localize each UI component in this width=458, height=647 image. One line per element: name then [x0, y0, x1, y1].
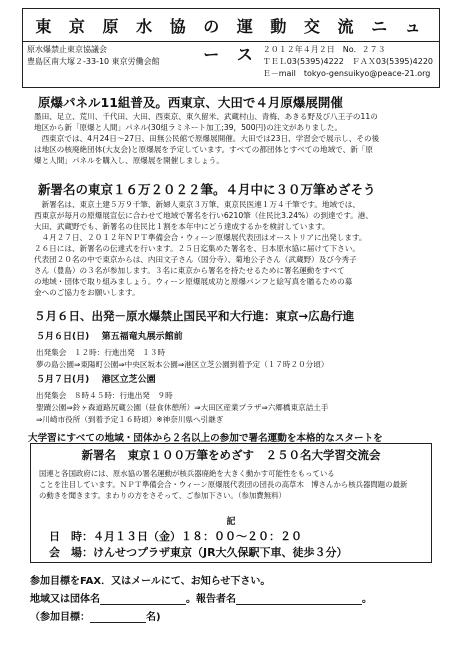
march-day1-route: 夢の島公園⇒東陽町公園⇒中央区坂本公園⇒港区立芝公園到着予定（１７時２０分頃） [36, 360, 329, 369]
article3-headline: ５月６日、出発－原水爆禁止国民平和大行進：東京→広島行進 [34, 309, 355, 323]
article1-line: 爆と人間」パネルを購入し、原爆展を開催しましょう。 [34, 156, 224, 165]
article2-line: ４月２７日、２０１２年ＮＰＴ準備会合・ウィーン原爆展代表団はオーストリアに出発します。 [34, 233, 367, 242]
march-day2-schedule: 出発集会 ８時４５時：行進出発 ９時 [36, 391, 173, 400]
newsletter-title: 東 京 原 水 協 の 運 動 交 流 ニ ュ ー ス [23, 13, 439, 42]
meeting-datetime: 日 時：４月１３日（金）１８：００～２０：２０ [49, 530, 302, 543]
article2-line: 代表団２０名の中で東京からは、内田文子さん（国分寺）、菊地公子さん（武蔵野）及び今秀子 [34, 255, 357, 264]
article1-body [34, 111, 434, 166]
study-meeting-box [30, 443, 432, 563]
org-name: 原水爆禁止東京協議会 [27, 45, 107, 54]
march-day2-date: ５月７日(月) [36, 375, 90, 385]
article2-line: 金へのご協力をお願いします。 [34, 288, 140, 297]
study-meeting-description [39, 468, 425, 501]
article2-headline: 新署名の東京１６万２０２２筆。４月中に３０万筆めざそう [38, 182, 376, 197]
reply-form-line1 [30, 590, 372, 605]
issue-info [263, 44, 433, 80]
study-meeting-title: 新署名 東京１００万筆をめざす ２５０名大学習交流会 [81, 448, 381, 462]
march-day2-route: 聖蹟公園⇒鈴ヶ森道路尻蔵公園（昼食休憩所）⇒大田区産業プラザ⇒六郷橋東京詰土手 [36, 403, 329, 412]
article1-line: 墨田、足立、荒川、千代田、大田、西東京、東久留米、武蔵村山、青梅、あきる野及び八王子の11の [34, 112, 378, 121]
meeting-venue: 会 場：けんせつプラザ東京（JR大久保駅下車、徒歩３分） [49, 546, 348, 559]
masthead [22, 8, 440, 88]
article2-line: 大田、武蔵野でも、新署名の住民比１割を本年中にどう達成するかを検討しています。 [34, 222, 330, 231]
article2-line: 新署名は、東京土建５万９千筆、新婦人東京３万筆、東京民医連１万４千筆です。地域では、 [34, 200, 360, 209]
article2-body [34, 199, 434, 298]
area-label: 地域又は団体名 [30, 594, 100, 605]
march-day2-place: 港区立芝公園 [101, 375, 156, 385]
march-day1-schedule: 出発集会 １２時：行進出発 １３時 [36, 348, 166, 357]
article2-line: の地域・団体で取り組みましょう。ウィーン原爆展成功と原爆パンフと絵写真を贈るための募 [34, 277, 353, 286]
description-line: 国連と各国政府には、原水協の署名運動が核兵器廃絶を大きく動かす可能性をもっている [39, 469, 335, 478]
march-day2-heading [36, 374, 156, 386]
march-day2-route-end: ⇒川崎市役所（到着予定１６時頃）※神奈川県へ引継ぎ [36, 415, 224, 424]
publisher-info [27, 44, 160, 68]
march-day1-place: 第五福竜丸展示館前 [101, 332, 183, 342]
tel-fax: ＴＥＬ03(5395)4222 ＦＡＸ03(5395)4220 [262, 57, 433, 66]
article2-line: ２６日には、新署名の伝達式を行います。２５日迄集めた署名を、日本原水協に届けて下さい。 [34, 244, 360, 253]
article1-line: 地区から新「原爆と人間」パネル(30組ラミネート加工;39，500円)の注文がありました。 [34, 123, 343, 132]
issue-date-number: ２０１２年４月２日 No．２７３ [262, 45, 386, 54]
reporter-label: 。報告者名 [186, 594, 236, 605]
article1-line: 西東京では、4月24日～27日、田無公民館で原爆展開催。大田では23日、学習会で展示し、その後 [34, 134, 380, 143]
article1-line: は地区の核廃絶団体(大友会)と原爆展を予定しています。すべての都団体とすべての地域で、新「原 [34, 145, 373, 154]
notice-mark: 記 [226, 517, 236, 527]
article2-line: さん（豊島）の３名が参加します。３名に東京から署名を持たせるために署名運動をすべて [34, 266, 345, 275]
description-line: ことを注目しています。ＮＰＴ準備会合・ウィーン原爆展代表団の団長の高草木 博さんから核兵器問題の最新 [39, 480, 408, 489]
target-count-field[interactable] [90, 611, 146, 623]
org-address: 豊島区南大塚２-33-10 東京労働会館 [27, 57, 160, 66]
article1-headline: 原爆パネル11組普及。西東京、大田で４月原爆展開催 [38, 95, 343, 110]
reporter-name-field[interactable] [236, 593, 362, 605]
march-day1-heading [36, 331, 183, 343]
article2-line: 西東京が毎月の原爆展宣伝に合わせて地域で署名を行い6210筆（住民比3.24%）の到達です。港、 [34, 211, 373, 220]
reply-request: 参加目標をFAX．又はメールにて、お知らせ下さい。 [30, 576, 271, 587]
email: Ｅ－mail tokyo-gensuikyo@peace-21.org [262, 69, 431, 78]
march-day1-date: ５月６日(日) [36, 332, 90, 342]
target-unit: 名) [146, 612, 161, 623]
reply-form-line2 [30, 608, 161, 623]
line-end-mark: 。 [362, 594, 372, 605]
call-to-action: 大学習にすべての地域・団体から２名以上の参加で署名運動を本格的なスタートを [28, 433, 383, 444]
area-name-field[interactable] [100, 593, 186, 605]
description-line: の動きを聞きます。まわりの方をさそって、ご参加下さい。（参加費無料） [39, 491, 286, 500]
target-label: （参加目標： [30, 612, 90, 623]
